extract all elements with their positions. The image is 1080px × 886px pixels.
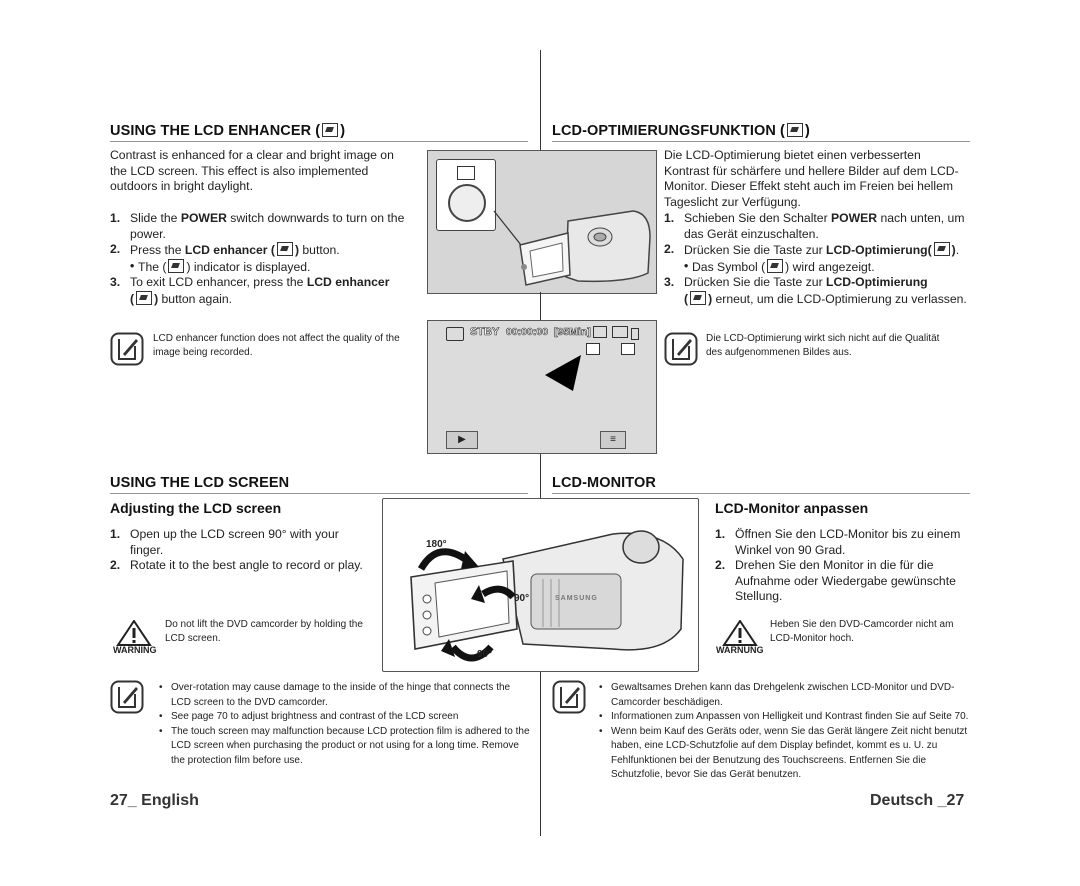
subtitle-lcd-monitor-anpassen: LCD-Monitor anpassen <box>715 500 869 516</box>
note-item: • Gewaltsames Drehen kann das Drehgelenk zwischen LCD-Monitor und DVD-Camcorder beschädigen. <box>595 681 973 710</box>
angle-90-label: 90° <box>514 593 530 604</box>
menu-button-icon[interactable]: ≡ <box>600 431 626 449</box>
section-title-lcd-enhancer: USING THE LCD ENHANCER ( ) <box>110 123 528 142</box>
lcd-optimierung-note: Die LCD-Optimierung wirkt sich nicht auf die Qualität des aufgenommenen Bildes aus. <box>706 333 940 358</box>
step-3: 3. Drücken Sie die Taste zur LCD-Optimierung ( ) erneut, um die LCD-Optimierung zu verlassen. <box>664 275 967 306</box>
section-title-lcd-monitor: LCD-MONITOR <box>552 475 970 494</box>
step-2-bullet: • Das Symbol ( ) wird angezeigt. <box>684 258 875 274</box>
lcd-enhancer-icon <box>168 259 184 273</box>
section-title-lcd-optimierung: LCD-OPTIMIERUNGSFUNKTION ( ) <box>552 123 970 142</box>
step-2: 2. Drücken Sie die Taste zur LCD-Optimierung( ). <box>664 242 960 257</box>
step-1: 1. Schieben Sie den Schalter POWER nach unten, um das Gerät einzuschalten. <box>664 211 965 241</box>
lcd-enhancer-icon <box>136 291 152 305</box>
osd-stby: STBY <box>470 326 500 338</box>
lcd-screen-warning: Do not lift the DVD camcorder by holding the LCD screen. <box>165 619 363 644</box>
note-item: • The touch screen may malfunction because LCD protection film is adhered to the LCD screen when purchasing the product or not using for a long time. Remove the protection film before use. <box>155 725 530 769</box>
step-2-bullet: • The ( ) indicator is displayed. <box>130 258 311 274</box>
note-icon <box>552 680 586 714</box>
step-1: 1. Öffnen Sie den LCD-Monitor bis zu einem Winkel von 90 Grad. <box>715 527 961 557</box>
bottom-notes-en <box>155 681 530 768</box>
lcd-enhancer-intro: Contrast is enhanced for a clear and bright image on the LCD screen. This effect is also implemented outdoors in bright daylight. <box>110 148 394 193</box>
lcd-rotation-illustration <box>383 499 698 671</box>
lcd-enhancer-steps <box>110 211 415 307</box>
storage-icon <box>631 328 639 340</box>
lcd-rotation-figure <box>382 498 699 672</box>
subtitle-adjust-lcd: Adjusting the LCD screen <box>110 500 282 516</box>
brand-logo: SAMSUNG <box>555 595 598 602</box>
play-button-icon[interactable]: ▶ <box>446 431 478 449</box>
angle-180-label: 180° <box>426 539 447 550</box>
camcorder-illustration <box>428 151 656 293</box>
pointer-arrow-icon <box>543 353 583 393</box>
lcd-enhancer-icon <box>586 343 600 355</box>
step-2: 2. Rotate it to the best angle to record or play. <box>110 558 363 572</box>
camcorder-figure-top <box>427 150 657 294</box>
page-footer-de: Deutsch _27 <box>870 792 965 809</box>
lcd-enhancer-note: LCD enhancer function does not affect the quality of the image being recorded. <box>153 333 400 358</box>
note-item: • See page 70 to adjust brightness and contrast of the LCD screen <box>155 710 530 725</box>
warning-label: WARNUNG <box>716 645 764 655</box>
lcd-monitor-steps <box>715 527 973 605</box>
lcd-enhancer-icon <box>277 242 293 256</box>
figure-connector <box>540 292 541 320</box>
step-1: 1. Open up the LCD screen 90° with your finger. <box>110 527 339 557</box>
step-2: 2. Press the LCD enhancer ( ) button. <box>110 242 340 257</box>
disc-icon <box>593 326 607 338</box>
note-item: • Over-rotation may cause damage to the inside of the hinge that connects the LCD screen to the DVD camcorder. <box>155 681 530 710</box>
lcd-osd-screen <box>427 320 657 454</box>
lcd-monitor-warning: Heben Sie den DVD-Camcorder nicht am LCD-Monitor hoch. <box>770 619 954 644</box>
osd-remaining: [95Min] <box>554 326 591 338</box>
note-item: • Informationen zum Anpassen von Helligkeit und Kontrast finden Sie auf Seite 70. <box>595 710 973 725</box>
battery-icon <box>612 326 628 338</box>
camera-mode-icon <box>446 327 464 341</box>
audio-icon <box>621 343 635 355</box>
step-1: 1. Slide the POWER switch downwards to turn on the power. <box>110 211 405 241</box>
lcd-screen-steps <box>110 527 370 574</box>
step-2: 2. Drehen Sie den Monitor in die für die Aufnahme oder Wiedergabe gewünschte Stellung. <box>715 558 956 603</box>
lcd-optimierung-intro: Die LCD-Optimierung bietet einen verbesserten Kontrast für schärfere und hellere Bilder auf dem LCD-Monitor. Dieser Effekt steht auch im Freien bei hellem Tageslicht zur Verfügung. <box>664 148 959 209</box>
note-icon <box>110 332 144 366</box>
warning-label: WARNING <box>113 645 157 655</box>
angle-90-label: 90° <box>477 649 493 660</box>
lcd-enhancer-icon <box>787 123 803 137</box>
note-icon <box>110 680 144 714</box>
section-title-lcd-screen: USING THE LCD SCREEN <box>110 475 528 494</box>
lcd-enhancer-icon <box>767 259 783 273</box>
bottom-notes-de <box>595 681 973 783</box>
lcd-enhancer-icon <box>934 242 950 256</box>
page-footer-en: 27_ English <box>110 792 199 809</box>
note-item: • Wenn beim Kauf des Geräts oder, wenn Sie das Gerät längere Zeit nicht benutzt haben, eine LCD-Schutzfolie auf dem Display befindet, kommt es u. U. zu Fehlfunktionen bei der Benutzung des Touchscreens. Entfernen Sie die Schutzfolie, bevor Sie das Gerät benutzen. <box>595 725 973 783</box>
note-icon <box>664 332 698 366</box>
lcd-optimierung-steps <box>664 211 974 307</box>
osd-time: 00:00:00 <box>506 326 549 338</box>
lcd-enhancer-icon <box>322 123 338 137</box>
step-3: 3. To exit LCD enhancer, press the LCD enhancer ( ) button again. <box>110 275 390 306</box>
lcd-enhancer-icon <box>690 291 706 305</box>
